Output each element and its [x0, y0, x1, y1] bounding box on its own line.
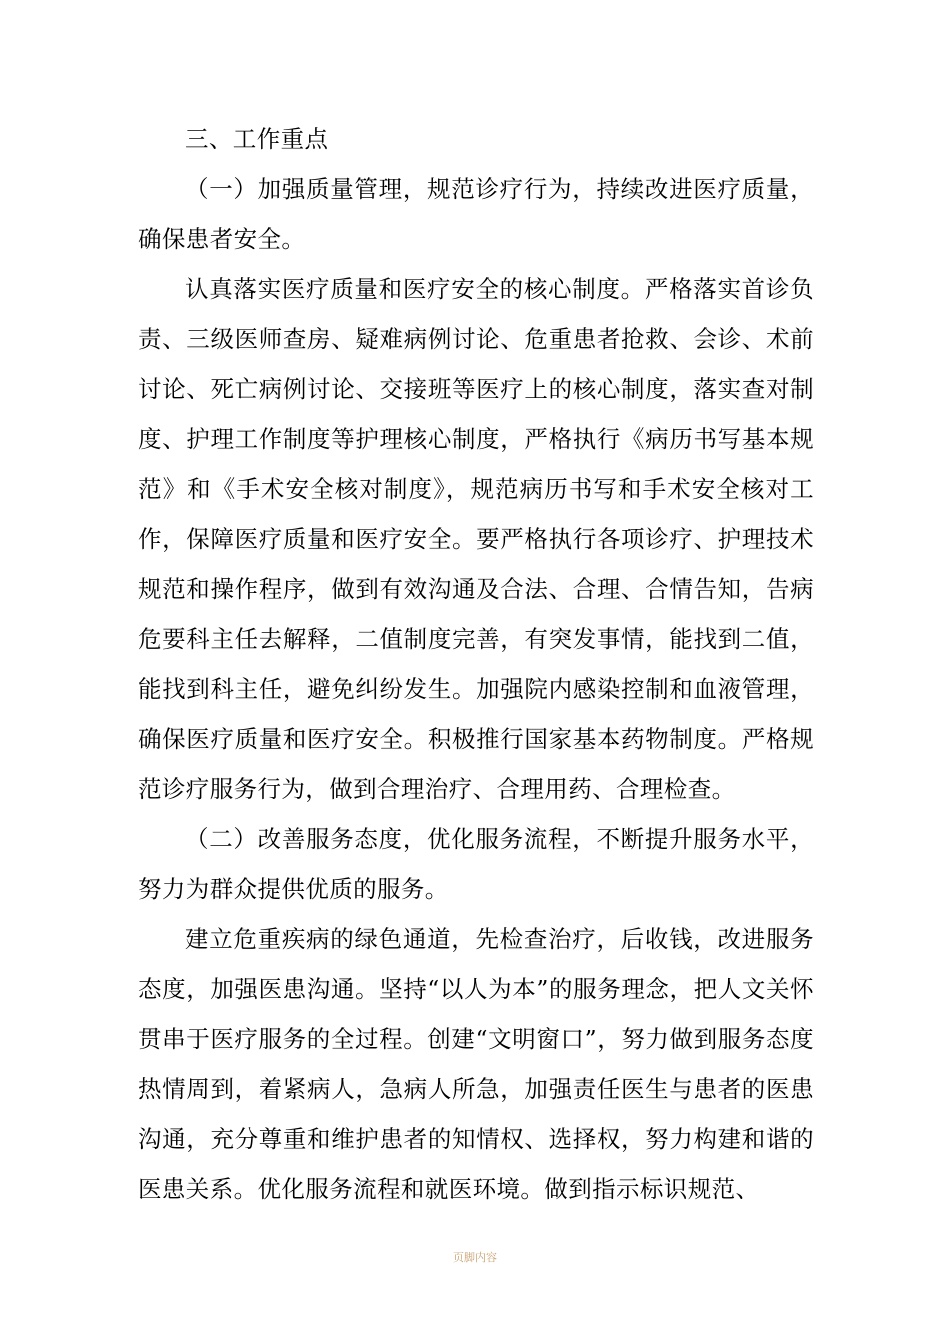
subsection-title-1: （一）加强质量管理，规范诊疗行为，持续改进医疗质量，确保患者安全。	[138, 175, 814, 253]
paragraph-1: 认真落实医疗质量和医疗安全的核心制度。严格落实首诊负责、三级医师查房、疑难病例讨论、危重患者抢救、会诊、术前讨论、死亡病例讨论、交接班等医疗上的核心制度，落实查对制度、护理工作制度等护理核心制度，严格执行《病历书写基本规范》和《手术安全核对制度》，规范病历书写和手术安全核对工作，保障医疗质量和医疗安全。要严格执行各项诊疗、护理技术规范和操作程序，做到有效沟通及合法、合理、合情告知，告病危要科主任去解释，二值制度完善，有突发事情，能找到二值，能找到科主任，避免纠纷发生。加强院内感染控制和血液管理，确保医疗质量和医疗安全。积极推行国家基本药物制度。严格规范诊疗服务行为，做到合理治疗、合理用药、合理检查。	[138, 275, 814, 803]
document-body	[138, 114, 814, 1214]
page-footer: 页脚内容	[453, 1251, 497, 1264]
paragraph-2: 建立危重疾病的绿色通道，先检查治疗，后收钱，改进服务态度，加强医患沟通。坚持“以人为本”的服务理念，把人文关怀贯串于医疗服务的全过程。创建“文明窗口”，努力做到服务态度热情周到，着紧病人，急病人所急，加强责任医生与患者的医患沟通，充分尊重和维护患者的知情权、选择权，努力构建和谐的医患关系。优化服务流程和就医环境。做到指示标识规范、	[138, 925, 814, 1203]
subsection-title-2: （二）改善服务态度，优化服务流程，不断提升服务水平，努力为群众提供优质的服务。	[138, 825, 814, 903]
section-heading: 三、工作重点	[185, 125, 329, 153]
